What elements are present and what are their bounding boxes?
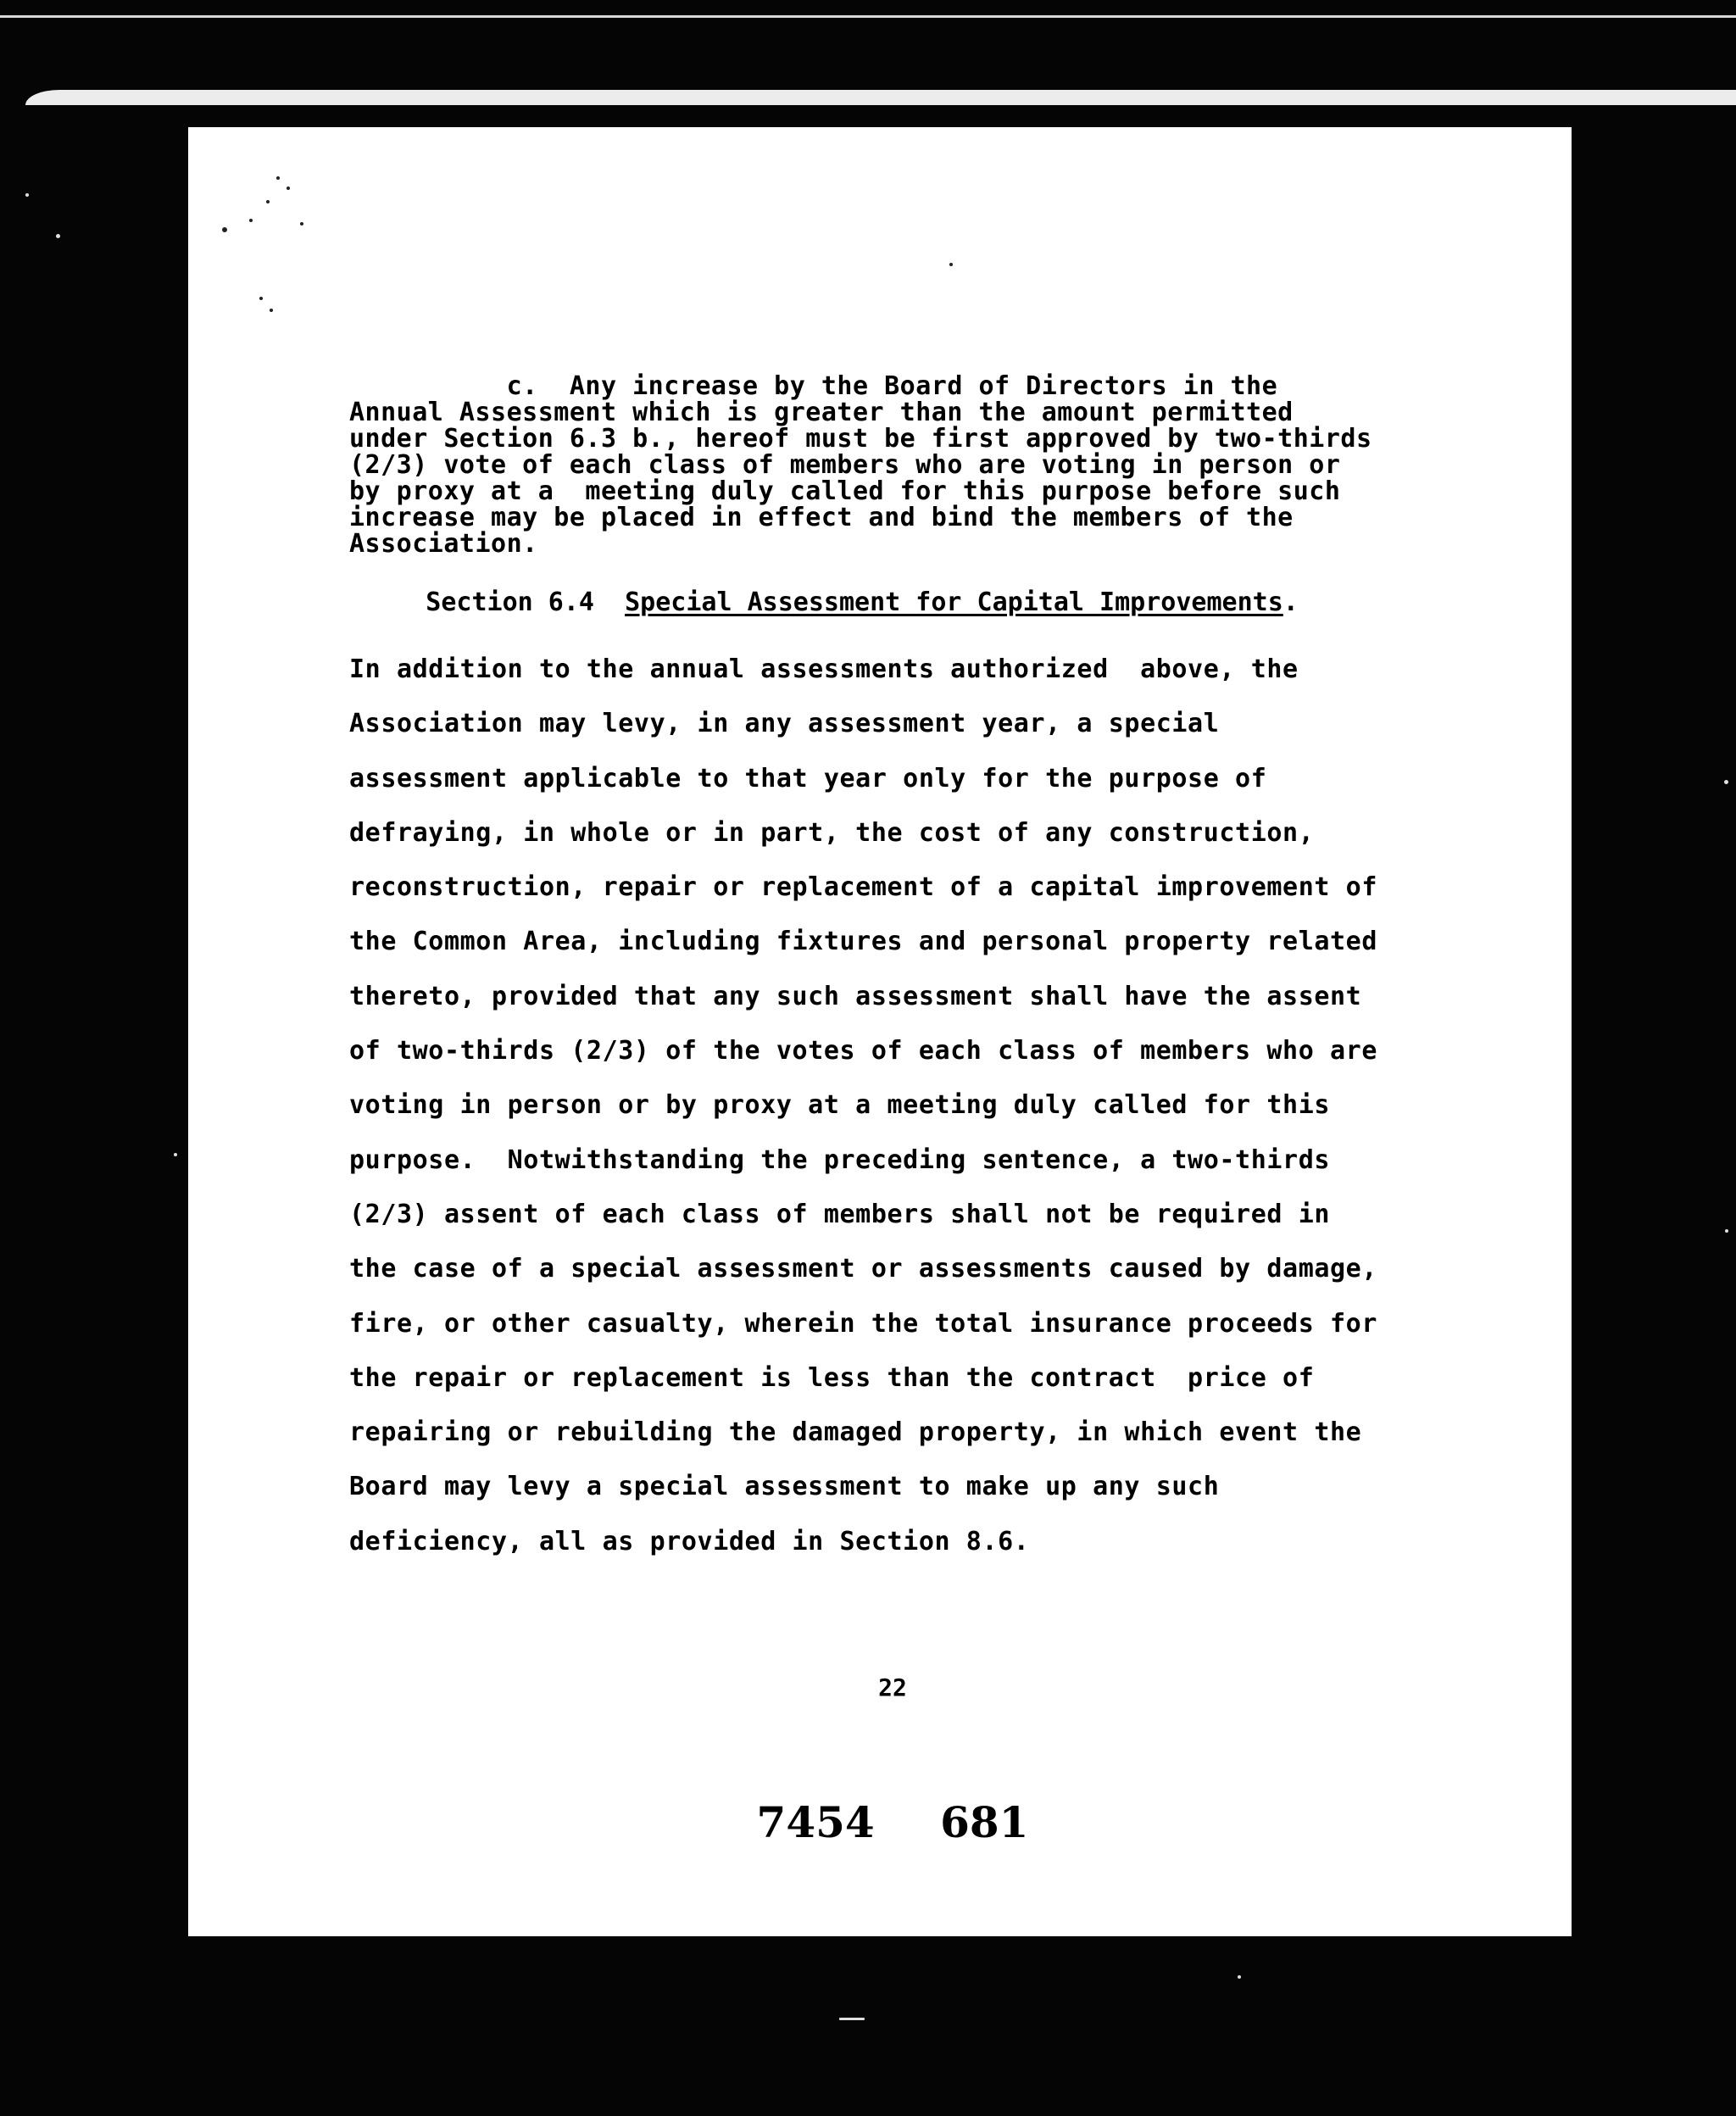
page-speck — [276, 176, 280, 180]
page-speck — [259, 297, 263, 300]
section-title-period: . — [1283, 587, 1299, 617]
text-line: Association may levy, in any assessment year, a special — [349, 709, 1220, 739]
scanner-page-edge — [25, 90, 1736, 105]
page-speck — [222, 227, 227, 232]
scan-speck — [25, 193, 29, 197]
page-speck — [949, 263, 953, 266]
text-line: fire, or other casualty, wherein the total insurance proceeds for — [349, 1308, 1377, 1339]
page-number: 22 — [878, 1673, 907, 1701]
text-line: the case of a special assessment or assessments caused by damage, — [349, 1254, 1377, 1284]
scan-speck — [1238, 1975, 1241, 1979]
text-line: by proxy at a meeting duly called for this purpose before such — [349, 476, 1341, 506]
text-line: c. Any increase by the Board of Directors in the — [349, 371, 1278, 401]
scan-speck — [1724, 780, 1728, 784]
text-line: (2/3) vote of each class of members who are voting in person or — [349, 450, 1341, 480]
scan-speck — [56, 234, 60, 238]
text-line: voting in person or by proxy at a meeting duly called for this — [349, 1090, 1331, 1121]
text-line: Board may levy a special assessment to make up any such — [349, 1472, 1220, 1502]
text-line: the repair or replacement is less than the contract price of — [349, 1362, 1315, 1393]
document-page — [188, 127, 1572, 1936]
page-speck — [266, 200, 270, 203]
text-line: repairing or rebuilding the damaged property, in which event the — [349, 1417, 1362, 1448]
section-6-4-body — [349, 643, 1413, 1569]
text-line: defraying, in whole or in part, the cost of any construction, — [349, 817, 1315, 848]
text-line: In addition to the annual assessments authorized above, the — [349, 654, 1299, 684]
scan-speck — [1725, 1229, 1728, 1233]
section-title: Special Assessment for Capital Improvements — [625, 587, 1283, 617]
text-line: thereto, provided that any such assessment shall have the assent — [349, 981, 1362, 1011]
section-number: Section 6.4 — [349, 587, 626, 617]
text-line: under Section 6.3 b., hereof must be first approved by two-thirds — [349, 424, 1372, 454]
text-line: purpose. Notwithstanding the preceding sentence, a two-thirds — [349, 1144, 1331, 1175]
text-line: (2/3) assent of each class of members shall not be required in — [349, 1199, 1331, 1229]
scan-speck — [839, 2018, 865, 2020]
text-line: reconstruction, repair or replacement of a capital improvement of — [349, 872, 1377, 903]
text-line: Association. — [349, 529, 538, 559]
text-line: the Common Area, including fixtures and personal property related — [349, 927, 1377, 957]
page-speck — [300, 222, 303, 226]
page-speck — [270, 309, 273, 312]
scanner-edge-line — [0, 15, 1736, 18]
text-line: deficiency, all as provided in Section 8.6. — [349, 1526, 1030, 1556]
paragraph-c — [349, 373, 1413, 557]
scan-speck — [174, 1153, 177, 1156]
text-line: increase may be placed in effect and bind the members of the — [349, 503, 1294, 532]
page-speck — [287, 187, 290, 190]
book-page-stamp: 7454 681 — [756, 1797, 1029, 1847]
text-line: of two-thirds (2/3) of the votes of each class of members who are — [349, 1036, 1377, 1066]
section-heading — [349, 587, 1413, 617]
page-speck — [249, 219, 253, 222]
text-line: assessment applicable to that year only for the purpose of — [349, 763, 1267, 794]
text-line: Annual Assessment which is greater than the amount permitted — [349, 398, 1294, 427]
